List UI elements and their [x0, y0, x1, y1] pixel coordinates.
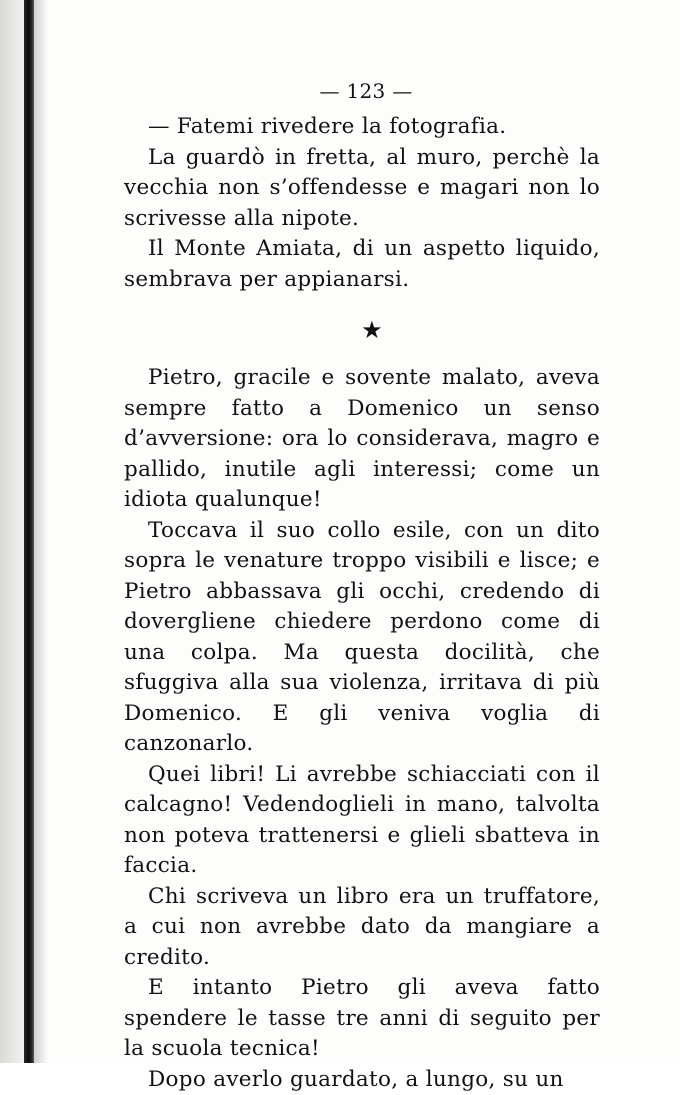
paragraph: — Fatemi rivedere la fotografia. — [124, 112, 600, 143]
section-separator-star: ★ — [144, 307, 600, 353]
paragraph: Pietro, gracile e sovente malato, aveva sempre fatto a Domenico un senso d’avversione: ora lo considerava, magro e pallido, inutile agli interessi; come un idiota qualunque! — [124, 363, 600, 516]
page-number: — 123 — — [132, 76, 600, 106]
book-spine — [24, 0, 34, 1063]
paragraph: Chi scriveva un libro era un truffatore, a cui non avrebbe dato da mangiare a credito. — [124, 882, 600, 974]
paragraph: E intanto Pietro gli aveva fatto spendere le tasse tre anni di seguito per la scuola tecnica! — [124, 973, 600, 1065]
paragraph: Dopo averlo guardato, a lungo, su un — [124, 1065, 600, 1095]
page-edge — [0, 0, 24, 1063]
paragraph: Il Monte Amiata, di un aspetto liquido, sembrava per appianarsi. — [124, 234, 600, 295]
spine-shadow — [34, 0, 48, 1063]
paragraph: La guardò in fretta, al muro, perchè la vecchia non s’offendesse e magari non lo scrivesse alla nipote. — [124, 143, 600, 235]
paragraph: Quei libri! Li avrebbe schiacciati con il calcagno! Vedendoglieli in mano, talvolta non poteva trattenersi e glieli sbatteva in faccia. — [124, 760, 600, 882]
paragraph: Toccava il suo collo esile, con un dito sopra le venature troppo visibili e lisce; e Pietro abbassava gli occhi, credendo di dovergliene chiedere perdono come di una colpa. Ma questa docilità, che sfuggiva alla sua violenza, irritava di più Domenico. E gli veniva voglia di canzonarlo. — [124, 516, 600, 760]
text-block — [124, 76, 600, 1095]
